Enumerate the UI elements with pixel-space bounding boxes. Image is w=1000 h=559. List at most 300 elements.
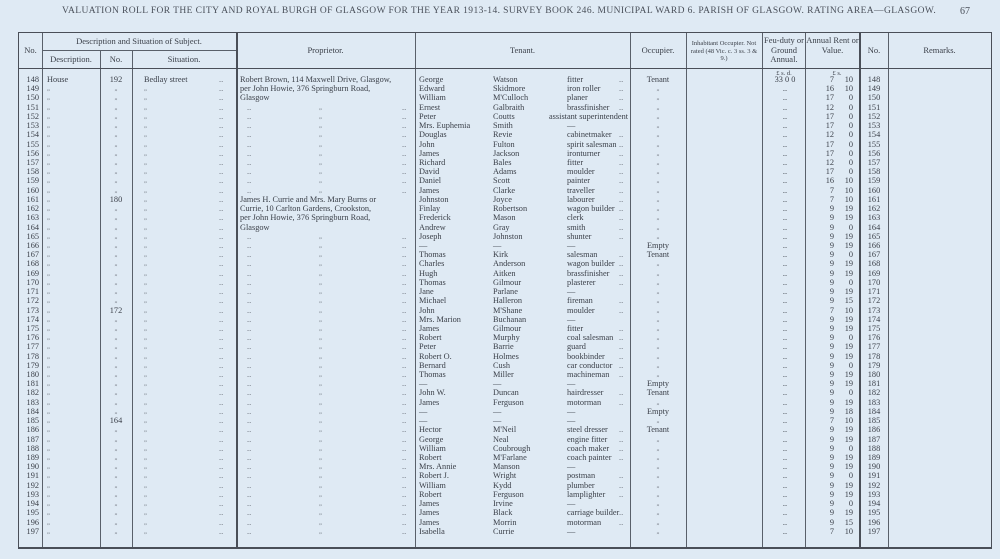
proprietor-leader: .. (402, 240, 407, 250)
situation-leader: .. (219, 194, 224, 204)
table-row (19, 499, 991, 508)
table-row (19, 186, 991, 195)
situation: „ (144, 103, 147, 111)
proprietor: „ (319, 435, 322, 443)
description: „ (47, 251, 50, 259)
tenant-occupation: postman (567, 471, 596, 481)
tenant-first-name: Robert O. (419, 351, 452, 361)
table-row (19, 370, 991, 379)
proprietor: „ (319, 444, 322, 452)
row-number: 194 (26, 499, 39, 509)
proprietor-leader-start: .. (247, 111, 252, 121)
description: „ (47, 205, 50, 213)
situation: „ (144, 472, 147, 480)
tenant-surname: Robertson (493, 204, 528, 214)
situation: „ (144, 288, 147, 296)
rent-shillings: 0 (848, 388, 853, 398)
tenant-leader: .. (619, 517, 624, 527)
occupier: Tenant (646, 425, 670, 435)
table-row (19, 481, 991, 490)
proprietor: „ (319, 343, 322, 351)
proprietor-leader-start: .. (247, 406, 252, 416)
table-row (19, 518, 991, 527)
situation-leader: .. (219, 406, 224, 416)
proprietor-leader: .. (402, 314, 407, 324)
tenant-occupation: — (567, 406, 576, 416)
house-number: „ (114, 334, 118, 342)
proprietor: Glasgow (240, 222, 270, 232)
situation: „ (144, 140, 147, 148)
situation: Bedlay street (144, 75, 188, 84)
tenant-occupation: traveller (567, 185, 595, 195)
tenant-occupation: — (567, 379, 576, 389)
tenant-leader: .. (619, 443, 624, 453)
tenant-occupation: plumber (567, 480, 595, 490)
proprietor: „ (319, 324, 322, 332)
tenant-surname: Gray (493, 222, 510, 232)
description: „ (47, 140, 50, 148)
situation-leader: .. (219, 139, 224, 149)
house-number: „ (114, 241, 118, 249)
proprietor-leader-start: .. (247, 167, 252, 177)
header-description-group: Description and Situation of Subject. (76, 36, 202, 46)
proprietor-leader-start: .. (247, 517, 252, 527)
proprietor-leader-start: .. (247, 231, 252, 241)
rent-shillings: 19 (844, 508, 853, 518)
tenant-leader: .. (619, 130, 624, 140)
proprietor: „ (319, 168, 322, 176)
rent-pounds: 17 (825, 139, 834, 149)
table-row (19, 508, 991, 517)
proprietor: „ (319, 454, 322, 462)
situation-leader: .. (219, 489, 224, 499)
feu-duty: .. (782, 250, 788, 260)
situation-leader: .. (219, 351, 224, 361)
row-number-right: 187 (867, 434, 881, 444)
tenant-surname: Buchanan (493, 314, 527, 324)
row-number-right: 165 (867, 231, 881, 241)
house-number: „ (114, 444, 118, 452)
proprietor: „ (319, 527, 322, 535)
rent-pounds: 12 (825, 157, 834, 167)
tenant-occupation: labourer (567, 194, 595, 204)
feu-units: £ s. d. (776, 70, 792, 77)
tenant-first-name: — (419, 406, 428, 416)
tenant-occupation: engine fitter (567, 434, 608, 444)
row-number: 169 (26, 268, 39, 278)
rent-pounds: 12 (825, 130, 834, 140)
house-number: „ (114, 122, 118, 130)
tenant-surname: Black (493, 508, 513, 518)
proprietor-leader-start: .. (247, 425, 252, 435)
row-number: 160 (26, 185, 39, 195)
rent-pounds: 9 (829, 323, 834, 333)
tenant-first-name: William (419, 480, 446, 490)
tenant-surname: Cush (493, 360, 511, 370)
proprietor-leader: .. (402, 499, 407, 509)
proprietor-leader-start: .. (247, 323, 252, 333)
situation-leader: .. (219, 148, 224, 158)
row-number: 156 (26, 148, 39, 158)
situation-leader: .. (219, 499, 224, 509)
row-number: 168 (26, 259, 39, 269)
rent-shillings: 19 (844, 425, 853, 435)
situation: „ (144, 343, 147, 351)
proprietor: Glasgow (240, 93, 270, 103)
tenant-surname: Mason (493, 213, 516, 223)
table-row (19, 361, 991, 370)
situation: „ (144, 223, 147, 231)
house-number: „ (114, 177, 118, 185)
situation: „ (144, 463, 147, 471)
proprietor-leader-start: .. (247, 314, 252, 324)
tenant-first-name: George (419, 434, 444, 444)
proprietor: „ (319, 177, 322, 185)
house-number: „ (114, 481, 118, 489)
proprietor: „ (319, 352, 322, 360)
house-number: „ (114, 205, 118, 213)
feu-duty: .. (782, 379, 788, 389)
tenant-surname: Halleron (493, 296, 523, 306)
feu-duty: .. (782, 370, 788, 380)
rent-pounds: 9 (829, 268, 834, 278)
tenant-surname: Morrin (493, 517, 517, 527)
proprietor-leader-start: .. (247, 508, 252, 518)
tenant-surname: Scott (493, 176, 511, 186)
tenant-occupation: — (567, 240, 576, 250)
house-number: „ (114, 168, 118, 176)
row-number: 196 (26, 517, 39, 527)
description: „ (47, 214, 50, 222)
feu-duty: .. (782, 471, 788, 481)
table-row (19, 342, 991, 351)
row-number-right: 167 (867, 250, 881, 260)
feu-duty: .. (782, 130, 788, 140)
valuation-table (18, 32, 992, 549)
row-number: 171 (26, 287, 39, 297)
description: „ (47, 122, 50, 130)
situation: „ (144, 500, 147, 508)
header-divider (19, 68, 991, 69)
rent-shillings: 0 (848, 102, 853, 112)
description: „ (47, 195, 50, 203)
tenant-leader: .. (619, 508, 624, 518)
situation-leader: .. (219, 360, 224, 370)
rent-units: £ s. (832, 70, 842, 77)
proprietor-leader-start: .. (247, 480, 252, 490)
situation-leader: .. (219, 130, 224, 140)
tenant-first-name: — (419, 240, 428, 250)
description: „ (47, 278, 50, 286)
tenant-occupation: coal salesman (567, 333, 614, 343)
row-number: 180 (26, 370, 39, 380)
row-number: 155 (26, 139, 39, 149)
tenant-surname: Irvine (493, 499, 513, 509)
proprietor-leader: .. (402, 157, 407, 167)
tenant-surname: Anderson (493, 259, 526, 269)
proprietor-leader-start: .. (247, 157, 252, 167)
description: „ (47, 417, 50, 425)
situation-leader: .. (219, 75, 224, 84)
tenant-first-name: Richard (419, 157, 446, 167)
tenant-occupation: machineman (567, 370, 610, 380)
proprietor-leader-start: .. (247, 259, 252, 269)
tenant-occupation: — (567, 121, 576, 131)
feu-duty: .. (782, 508, 788, 518)
row-number-right: 186 (867, 425, 881, 435)
row-number-right: 154 (867, 130, 881, 140)
tenant-first-name: Robert J. (419, 471, 449, 481)
house-number: „ (114, 454, 118, 462)
occupier: „ (656, 168, 660, 176)
rent-pounds: 9 (829, 314, 834, 324)
feu-duty: .. (782, 434, 788, 444)
row-number: 173 (26, 305, 39, 315)
house-number: „ (114, 214, 118, 222)
tenant-first-name: — (419, 416, 428, 426)
tenant-surname: Currie (493, 526, 515, 536)
row-number-right: 161 (867, 194, 881, 204)
proprietor-leader: .. (402, 102, 407, 112)
row-number: 164 (26, 222, 39, 232)
tenant-surname: Miller (493, 370, 514, 380)
proprietor: „ (319, 509, 322, 517)
house-number: „ (114, 527, 118, 535)
house-number: 192 (109, 75, 123, 84)
tenant-first-name: Johnston (419, 194, 449, 204)
occupier: Empty (646, 379, 670, 389)
description: „ (47, 481, 50, 489)
occupier: „ (656, 177, 660, 185)
feu-duty: .. (782, 111, 788, 121)
tenant-surname: Coutts (493, 111, 515, 121)
proprietor: „ (319, 426, 322, 434)
rent-shillings: 0 (848, 111, 853, 121)
tenant-first-name: James (419, 397, 440, 407)
situation: „ (144, 398, 147, 406)
tenant-surname: Barrie (493, 342, 514, 352)
tenant-surname: Adams (493, 167, 517, 177)
occupier: „ (656, 463, 660, 471)
rent-pounds: 9 (829, 222, 834, 232)
tenant-first-name: John W. (419, 388, 446, 398)
tenant-surname: Fulton (493, 139, 515, 149)
table-row (19, 158, 991, 167)
occupier: „ (656, 343, 660, 351)
proprietor: „ (319, 251, 322, 259)
situation: „ (144, 490, 147, 498)
tenant-surname: Johnston (493, 231, 523, 241)
table-row (19, 416, 991, 425)
situation-leader: .. (219, 397, 224, 407)
rent-pounds: 9 (829, 397, 834, 407)
situation-leader: .. (219, 176, 224, 186)
proprietor-leader: .. (402, 397, 407, 407)
row-number: 193 (26, 489, 39, 499)
tenant-occupation: plasterer (567, 277, 596, 287)
occupier: „ (656, 435, 660, 443)
rent-shillings: 0 (848, 157, 853, 167)
tenant-first-name: Andrew (419, 222, 446, 232)
tenant-surname: Jackson (493, 148, 520, 158)
occupier: „ (656, 306, 660, 314)
tenant-surname: Wright (493, 471, 517, 481)
situation: „ (144, 195, 147, 203)
feu-duty: .. (782, 157, 788, 167)
proprietor-leader: .. (402, 277, 407, 287)
tenant-leader: .. (619, 231, 624, 241)
rent-pounds: 9 (829, 453, 834, 463)
house-number: „ (114, 149, 118, 157)
proprietor: „ (319, 407, 322, 415)
rent-shillings: 10 (844, 84, 853, 94)
situation: „ (144, 85, 147, 93)
situation: „ (144, 371, 147, 379)
row-number-right: 189 (867, 453, 881, 463)
house-number: „ (114, 315, 118, 323)
tenant-first-name: Thomas (419, 250, 446, 260)
proprietor-leader-start: .. (247, 185, 252, 195)
row-number-right: 156 (867, 148, 881, 158)
rent-shillings: 10 (844, 176, 853, 186)
row-number-right: 190 (867, 462, 881, 472)
description: „ (47, 343, 50, 351)
tenant-first-name: James (419, 517, 440, 527)
tenant-surname: Galbraith (493, 102, 525, 112)
table-row (19, 167, 991, 176)
tenant-occupation: bookbinder (567, 351, 605, 361)
proprietor-leader: .. (402, 323, 407, 333)
tenant-first-name: Douglas (419, 130, 447, 140)
house-number: „ (114, 500, 118, 508)
proprietor: „ (319, 306, 322, 314)
proprietor-leader: .. (402, 148, 407, 158)
tenant-occupation: fitter (567, 75, 584, 84)
house-number: „ (114, 380, 118, 388)
rent-pounds: 7 (829, 526, 834, 536)
proprietor-leader-start: .. (247, 443, 252, 453)
row-number-right: 192 (867, 480, 881, 490)
house-number: „ (114, 472, 118, 480)
rent-shillings: 19 (844, 453, 853, 463)
tenant-first-name: Hector (419, 425, 442, 435)
situation-leader: .. (219, 526, 224, 536)
house-number: „ (114, 269, 118, 277)
occupier: Tenant (646, 250, 670, 260)
occupier: „ (656, 140, 660, 148)
row-number-right: 155 (867, 139, 881, 149)
row-number: 153 (26, 121, 39, 131)
occupier: „ (656, 94, 660, 102)
proprietor-leader: .. (402, 130, 407, 140)
table-row (19, 213, 991, 222)
tenant-first-name: William (419, 93, 446, 103)
description: „ (47, 269, 50, 277)
tenant-occupation: — (567, 287, 576, 297)
proprietor: „ (319, 241, 322, 249)
occupier: „ (656, 500, 660, 508)
rent-shillings: 19 (844, 231, 853, 241)
proprietor-leader: .. (402, 480, 407, 490)
rent-pounds: 17 (825, 148, 834, 158)
situation-leader: .. (219, 250, 224, 260)
situation: „ (144, 149, 147, 157)
proprietor-leader-start: .. (247, 360, 252, 370)
row-number: 149 (26, 84, 39, 94)
house-number: „ (114, 398, 118, 406)
tenant-surname: — (493, 240, 502, 250)
house-number: „ (114, 389, 118, 397)
tenant-first-name: James (419, 499, 440, 509)
row-number-right: 166 (867, 240, 881, 250)
tenant-occupation: spirit salesman (567, 139, 617, 149)
situation-leader: .. (219, 462, 224, 472)
header-situation: Situation. (167, 54, 201, 64)
rent-pounds: 9 (829, 259, 834, 269)
row-number-right: 169 (867, 268, 881, 278)
feu-duty: .. (782, 351, 788, 361)
tenant-surname: Duncan (493, 388, 519, 398)
situation: „ (144, 352, 147, 360)
situation-leader: .. (219, 121, 224, 131)
tenant-occupation: ironturner (567, 148, 601, 158)
situation-leader: .. (219, 370, 224, 380)
occupier: „ (656, 158, 660, 166)
situation-leader: .. (219, 379, 224, 389)
row-number: 174 (26, 314, 39, 324)
proprietor-leader-start: .. (247, 268, 252, 278)
proprietor: „ (319, 315, 322, 323)
proprietor: Robert Brown, 114 Maxwell Drive, Glasgow, (240, 75, 392, 84)
house-number: „ (114, 490, 118, 498)
tenant-leader: .. (619, 333, 624, 343)
proprietor-leader-start: .. (247, 277, 252, 287)
rent-shillings: 0 (848, 499, 853, 509)
proprietor: „ (319, 131, 322, 139)
header-no-right: No. (867, 45, 881, 55)
description: „ (47, 168, 50, 176)
header-feu-duty: Feu-duty or Ground Annual. (764, 35, 804, 64)
house-number: „ (114, 463, 118, 471)
situation-leader: .. (219, 388, 224, 398)
situation: „ (144, 131, 147, 139)
situation-leader: .. (219, 185, 224, 195)
table-row (19, 176, 991, 185)
tenant-first-name: Robert (419, 489, 442, 499)
rent-pounds: 9 (829, 296, 834, 306)
description: „ (47, 509, 50, 517)
occupier: „ (656, 417, 660, 425)
proprietor-leader-start: .. (247, 130, 252, 140)
situation: „ (144, 407, 147, 415)
tenant-first-name: Robert (419, 333, 442, 343)
proprietor: per John Howie, 376 Springburn Road, (240, 84, 371, 94)
feu-duty: .. (782, 406, 788, 416)
situation: „ (144, 177, 147, 185)
row-number: 177 (26, 342, 39, 352)
proprietor-leader-start: .. (247, 139, 252, 149)
feu-duty: .. (782, 213, 788, 223)
house-number: „ (114, 223, 118, 231)
situation: „ (144, 334, 147, 342)
row-number: 190 (26, 462, 39, 472)
house-number: „ (114, 278, 118, 286)
proprietor-leader: .. (402, 185, 407, 195)
situation-leader: .. (219, 416, 224, 426)
rent-pounds: 9 (829, 204, 834, 214)
tenant-occupation: carriage builder (567, 508, 620, 518)
feu-duty: .. (782, 342, 788, 352)
